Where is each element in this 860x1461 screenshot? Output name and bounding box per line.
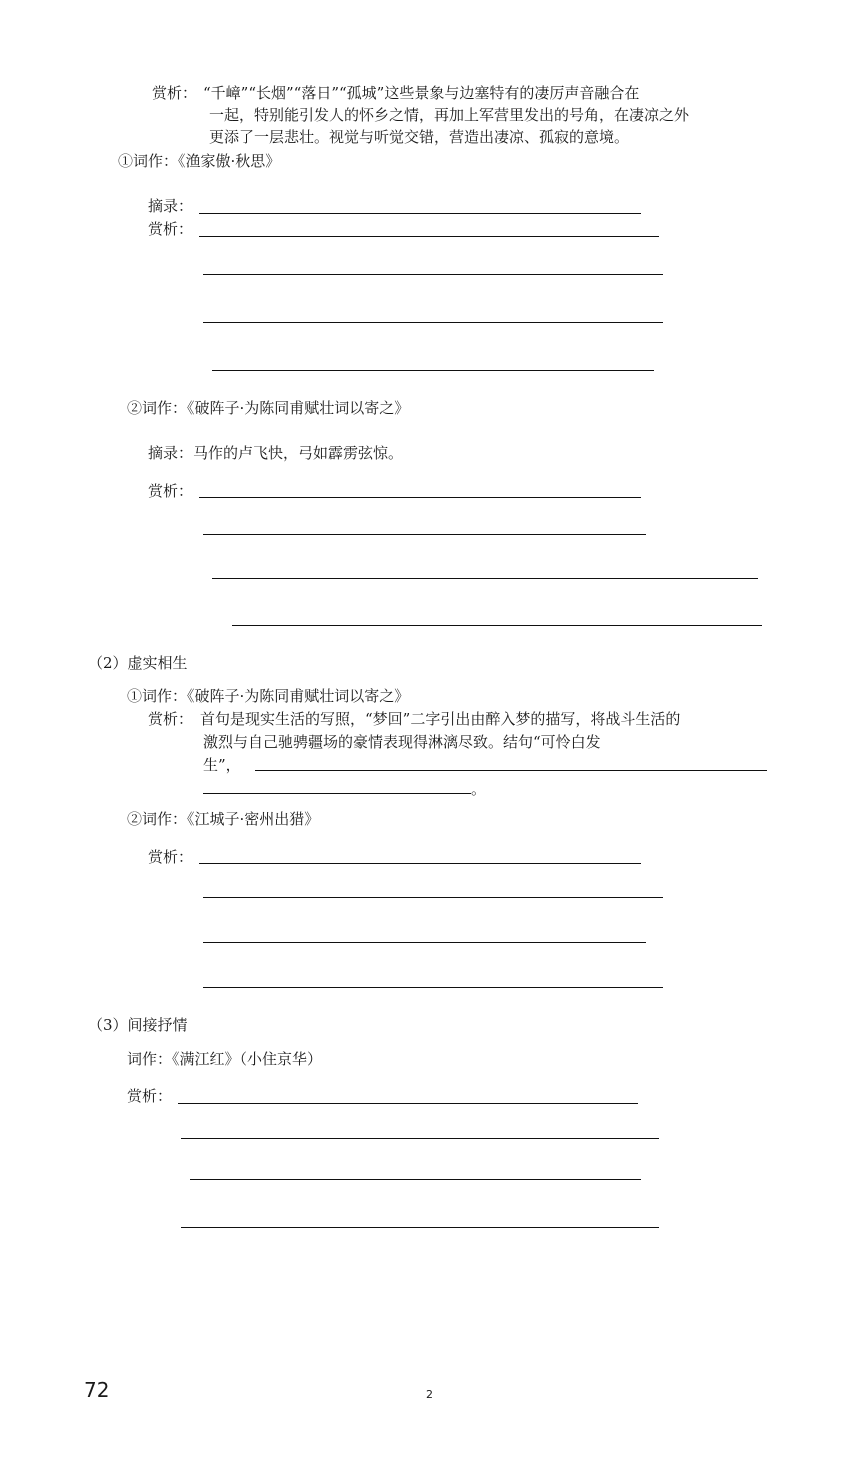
section2-item2-answer-line-2[interactable] bbox=[203, 897, 663, 898]
intro-text-line-2: 一起，特别能引发人的怀乡之情，再加上军营里发出的号角，在凄凉之外 bbox=[209, 106, 690, 124]
section2-item1-line-2: 激烈与自己驰骋疆场的豪情表现得淋漓尽致。结句“可怜白发 bbox=[203, 733, 601, 751]
section2-item1-line-3: 生”， bbox=[203, 756, 241, 774]
section2-item2-answer-line-4[interactable] bbox=[203, 987, 663, 988]
item2-answer-line-1[interactable] bbox=[199, 497, 641, 498]
section3-title: 词作：《满江红》（小住京华） bbox=[127, 1050, 323, 1068]
item2-answer-line-3[interactable] bbox=[212, 578, 758, 579]
intro-appreciation-label: 赏析： bbox=[152, 84, 198, 102]
item1-excerpt-label: 摘录： bbox=[148, 197, 194, 215]
item1-answer-line-2[interactable] bbox=[203, 274, 663, 275]
sheet-number: 2 bbox=[426, 1388, 433, 1401]
section2-item1-blank-2[interactable] bbox=[203, 793, 471, 794]
item2-appreciation-label: 赏析： bbox=[148, 482, 194, 500]
section3-answer-line-3[interactable] bbox=[190, 1179, 641, 1180]
item1-answer-line-4[interactable] bbox=[212, 370, 654, 371]
section2-item2-title: ②词作：《江城子·密州出猎》 bbox=[127, 810, 320, 828]
section3-answer-line-1[interactable] bbox=[178, 1103, 638, 1104]
section3-label: 赏析： bbox=[127, 1087, 173, 1105]
item2-answer-line-4[interactable] bbox=[232, 625, 762, 626]
section2-item1-label: 赏析： bbox=[148, 710, 194, 728]
section2-item1-title: ①词作：《破阵子·为陈同甫赋壮词以寄之》 bbox=[127, 687, 410, 705]
section3-heading: （3）间接抒情 bbox=[88, 1016, 188, 1034]
section3-answer-line-4[interactable] bbox=[181, 1227, 659, 1228]
section2-item2-label: 赏析： bbox=[148, 848, 194, 866]
section3-answer-line-2[interactable] bbox=[181, 1138, 659, 1139]
section2-heading: （2）虚实相生 bbox=[88, 654, 188, 672]
item1-excerpt-blank[interactable] bbox=[199, 213, 641, 214]
section2-item1-end-mark: 。 bbox=[471, 780, 487, 798]
item1-answer-line-3[interactable] bbox=[203, 322, 663, 323]
item1-answer-line-1[interactable] bbox=[199, 236, 659, 237]
section2-item2-answer-line-3[interactable] bbox=[203, 942, 646, 943]
item1-title: ①词作：《渔家傲·秋思》 bbox=[118, 152, 281, 170]
section2-item1-blank-1[interactable] bbox=[255, 770, 767, 771]
section2-item1-line-1: 首句是现实生活的写照，“梦回”二字引出由醉入梦的描写，将战斗生活的 bbox=[200, 710, 681, 728]
intro-text-line-1: “千嶂”“长烟”“落日”“孤城”这些景象与边塞特有的凄厉声音融合在 bbox=[203, 84, 640, 102]
intro-text-line-3: 更添了一层悲壮。视觉与听觉交错，营造出凄凉、孤寂的意境。 bbox=[209, 128, 630, 146]
section2-item2-answer-line-1[interactable] bbox=[199, 863, 641, 864]
page-number: 72 bbox=[84, 1378, 110, 1402]
item2-title: ②词作：《破阵子·为陈同甫赋壮词以寄之》 bbox=[127, 399, 410, 417]
item2-excerpt: 摘录：马作的卢飞快，弓如霹雳弦惊。 bbox=[148, 444, 404, 462]
item2-answer-line-2[interactable] bbox=[203, 534, 646, 535]
item1-appreciation-label: 赏析： bbox=[148, 220, 194, 238]
